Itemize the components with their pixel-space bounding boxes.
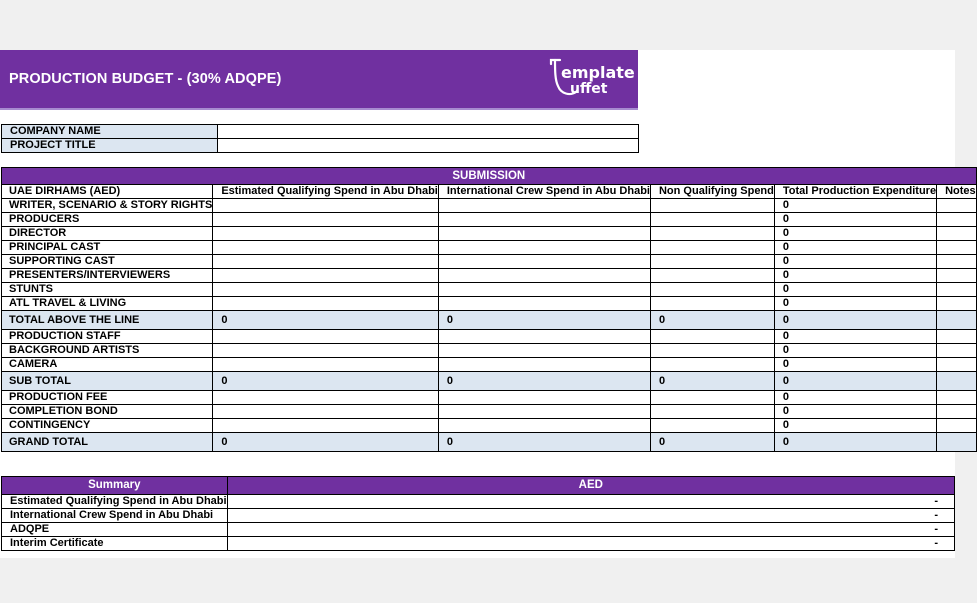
international-crew-cell[interactable]	[438, 227, 650, 241]
summary-row	[2, 509, 955, 523]
summary-label: ADQPE	[2, 523, 228, 537]
total-row	[2, 311, 977, 330]
total-expenditure-cell[interactable]: 0	[774, 358, 936, 372]
international-crew-cell[interactable]	[438, 405, 650, 419]
notes-cell[interactable]	[937, 433, 977, 452]
non-qualifying-cell[interactable]	[650, 344, 774, 358]
international-crew-cell[interactable]: 0	[438, 433, 650, 452]
row-label: SUPPORTING CAST	[2, 255, 213, 269]
column-header-currency: UAE DIRHAMS (AED)	[2, 185, 213, 199]
non-qualifying-cell[interactable]	[650, 269, 774, 283]
company-name-label: COMPANY NAME	[2, 125, 218, 139]
page-title: PRODUCTION BUDGET - (30% ADQPE)	[9, 71, 282, 87]
notes-cell[interactable]	[937, 241, 977, 255]
row-label: STUNTS	[2, 283, 213, 297]
non-qualifying-cell[interactable]	[650, 255, 774, 269]
non-qualifying-cell[interactable]	[650, 391, 774, 405]
budget-row	[2, 330, 977, 344]
notes-cell[interactable]	[937, 419, 977, 433]
project-title-row	[2, 139, 639, 153]
total-expenditure-cell[interactable]: 0	[774, 283, 936, 297]
estimated-qualifying-cell[interactable]: 0	[213, 311, 439, 330]
row-label: PRODUCERS	[2, 213, 213, 227]
estimated-qualifying-cell[interactable]	[213, 213, 439, 227]
international-crew-cell[interactable]	[438, 241, 650, 255]
project-title-field[interactable]	[218, 139, 639, 153]
total-expenditure-cell[interactable]: 0	[774, 344, 936, 358]
international-crew-cell[interactable]	[438, 255, 650, 269]
estimated-qualifying-cell[interactable]: 0	[213, 372, 439, 391]
total-expenditure-cell[interactable]: 0	[774, 269, 936, 283]
international-crew-cell[interactable]	[438, 330, 650, 344]
non-qualifying-cell[interactable]	[650, 330, 774, 344]
notes-cell[interactable]	[937, 344, 977, 358]
international-crew-cell[interactable]	[438, 199, 650, 213]
budget-row	[2, 283, 977, 297]
notes-cell[interactable]	[937, 283, 977, 297]
estimated-qualifying-cell[interactable]	[213, 297, 439, 311]
estimated-qualifying-cell[interactable]	[213, 358, 439, 372]
estimated-qualifying-cell[interactable]	[213, 344, 439, 358]
notes-cell[interactable]	[937, 213, 977, 227]
total-expenditure-cell[interactable]: 0	[774, 372, 936, 391]
non-qualifying-cell[interactable]	[650, 283, 774, 297]
company-name-field[interactable]	[218, 125, 639, 139]
row-label: COMPLETION BOND	[2, 405, 213, 419]
estimated-qualifying-cell[interactable]	[213, 241, 439, 255]
aed-header: AED	[227, 477, 954, 495]
budget-row	[2, 405, 977, 419]
international-crew-cell[interactable]	[438, 419, 650, 433]
estimated-qualifying-cell[interactable]	[213, 255, 439, 269]
header-banner	[0, 50, 638, 110]
budget-row	[2, 241, 977, 255]
row-label: TOTAL ABOVE THE LINE	[2, 311, 213, 330]
estimated-qualifying-cell[interactable]: 0	[213, 433, 439, 452]
template-buffet-logo-icon	[546, 56, 638, 100]
non-qualifying-cell[interactable]	[650, 297, 774, 311]
non-qualifying-cell[interactable]	[650, 358, 774, 372]
company-name-row	[2, 125, 639, 139]
total-expenditure-cell[interactable]: 0	[774, 297, 936, 311]
notes-cell[interactable]	[937, 405, 977, 419]
row-label: ATL TRAVEL & LIVING	[2, 297, 213, 311]
budget-rows	[2, 199, 977, 452]
non-qualifying-cell[interactable]	[650, 405, 774, 419]
summary-header-row	[2, 477, 955, 495]
column-header-notes: Notes	[937, 185, 977, 199]
row-label: PRODUCTION STAFF	[2, 330, 213, 344]
international-crew-cell[interactable]: 0	[438, 372, 650, 391]
column-header-estimated-qualifying: Estimated Qualifying Spend in Abu Dhabi	[213, 185, 439, 199]
total-row	[2, 433, 977, 452]
notes-cell[interactable]	[937, 199, 977, 213]
summary-value[interactable]: -	[227, 523, 954, 537]
total-expenditure-cell[interactable]: 0	[774, 311, 936, 330]
row-label: PRINCIPAL CAST	[2, 241, 213, 255]
project-title-label: PROJECT TITLE	[2, 139, 218, 153]
international-crew-cell[interactable]: 0	[438, 311, 650, 330]
budget-row	[2, 391, 977, 405]
non-qualifying-cell[interactable]	[650, 199, 774, 213]
column-header-total-expenditure: Total Production Expenditure	[774, 185, 936, 199]
total-expenditure-cell[interactable]: 0	[774, 405, 936, 419]
estimated-qualifying-cell[interactable]	[213, 283, 439, 297]
budget-row	[2, 213, 977, 227]
summary-value[interactable]: -	[227, 495, 954, 509]
project-info-table	[1, 124, 639, 153]
notes-cell[interactable]	[937, 297, 977, 311]
estimated-qualifying-cell[interactable]	[213, 199, 439, 213]
total-expenditure-cell[interactable]: 0	[774, 227, 936, 241]
international-crew-cell[interactable]	[438, 358, 650, 372]
summary-label: Interim Certificate	[2, 537, 228, 551]
non-qualifying-cell[interactable]	[650, 213, 774, 227]
summary-value[interactable]: -	[227, 537, 954, 551]
column-header-international-crew: International Crew Spend in Abu Dhabi	[438, 185, 650, 199]
logo-text-bottom: uffet	[570, 81, 608, 97]
total-expenditure-cell[interactable]: 0	[774, 330, 936, 344]
row-label: WRITER, SCENARIO & STORY RIGHTS	[2, 199, 213, 213]
total-expenditure-cell[interactable]: 0	[774, 255, 936, 269]
summary-row	[2, 495, 955, 509]
non-qualifying-cell[interactable]: 0	[650, 372, 774, 391]
total-expenditure-cell[interactable]: 0	[774, 199, 936, 213]
summary-table	[1, 476, 955, 551]
budget-row	[2, 269, 977, 283]
row-label: DIRECTOR	[2, 227, 213, 241]
international-crew-cell[interactable]	[438, 269, 650, 283]
notes-cell[interactable]	[937, 391, 977, 405]
row-label: PRESENTERS/INTERVIEWERS	[2, 269, 213, 283]
total-expenditure-cell[interactable]: 0	[774, 433, 936, 452]
international-crew-cell[interactable]	[438, 344, 650, 358]
summary-label: International Crew Spend in Abu Dhabi	[2, 509, 228, 523]
submission-table	[1, 167, 977, 452]
summary-row	[2, 523, 955, 537]
budget-row	[2, 199, 977, 213]
notes-cell[interactable]	[937, 227, 977, 241]
notes-cell[interactable]	[937, 269, 977, 283]
non-qualifying-cell[interactable]: 0	[650, 311, 774, 330]
budget-row	[2, 419, 977, 433]
notes-cell[interactable]	[937, 255, 977, 269]
budget-row	[2, 227, 977, 241]
estimated-qualifying-cell[interactable]	[213, 227, 439, 241]
row-label: SUB TOTAL	[2, 372, 213, 391]
non-qualifying-cell[interactable]	[650, 419, 774, 433]
notes-cell[interactable]	[937, 358, 977, 372]
international-crew-cell[interactable]	[438, 213, 650, 227]
total-expenditure-cell[interactable]: 0	[774, 419, 936, 433]
notes-cell[interactable]	[937, 372, 977, 391]
international-crew-cell[interactable]	[438, 283, 650, 297]
submission-title: SUBMISSION	[2, 168, 977, 185]
estimated-qualifying-cell[interactable]	[213, 419, 439, 433]
total-expenditure-cell[interactable]: 0	[774, 213, 936, 227]
total-expenditure-cell[interactable]: 0	[774, 241, 936, 255]
logo-text-top: emplate	[561, 63, 635, 82]
row-label: PRODUCTION FEE	[2, 391, 213, 405]
column-header-row	[2, 185, 977, 199]
summary-row	[2, 537, 955, 551]
row-label: CAMERA	[2, 358, 213, 372]
estimated-qualifying-cell[interactable]	[213, 405, 439, 419]
total-expenditure-cell[interactable]: 0	[774, 391, 936, 405]
budget-row	[2, 358, 977, 372]
estimated-qualifying-cell[interactable]	[213, 269, 439, 283]
non-qualifying-cell[interactable]	[650, 241, 774, 255]
row-label: CONTINGENCY	[2, 419, 213, 433]
budget-row	[2, 255, 977, 269]
budget-row	[2, 297, 977, 311]
total-row	[2, 372, 977, 391]
spreadsheet	[0, 50, 976, 558]
row-label: BACKGROUND ARTISTS	[2, 344, 213, 358]
row-label: GRAND TOTAL	[2, 433, 213, 452]
summary-label: Estimated Qualifying Spend in Abu Dhabi	[2, 495, 228, 509]
non-qualifying-cell[interactable]: 0	[650, 433, 774, 452]
estimated-qualifying-cell[interactable]	[213, 391, 439, 405]
international-crew-cell[interactable]	[438, 391, 650, 405]
notes-cell[interactable]	[937, 311, 977, 330]
international-crew-cell[interactable]	[438, 297, 650, 311]
summary-header: Summary	[2, 477, 228, 495]
non-qualifying-cell[interactable]	[650, 227, 774, 241]
budget-row	[2, 344, 977, 358]
estimated-qualifying-cell[interactable]	[213, 330, 439, 344]
summary-value[interactable]: -	[227, 509, 954, 523]
column-header-non-qualifying: Non Qualifying Spend	[650, 185, 774, 199]
notes-cell[interactable]	[937, 330, 977, 344]
submission-header-row	[2, 168, 977, 185]
